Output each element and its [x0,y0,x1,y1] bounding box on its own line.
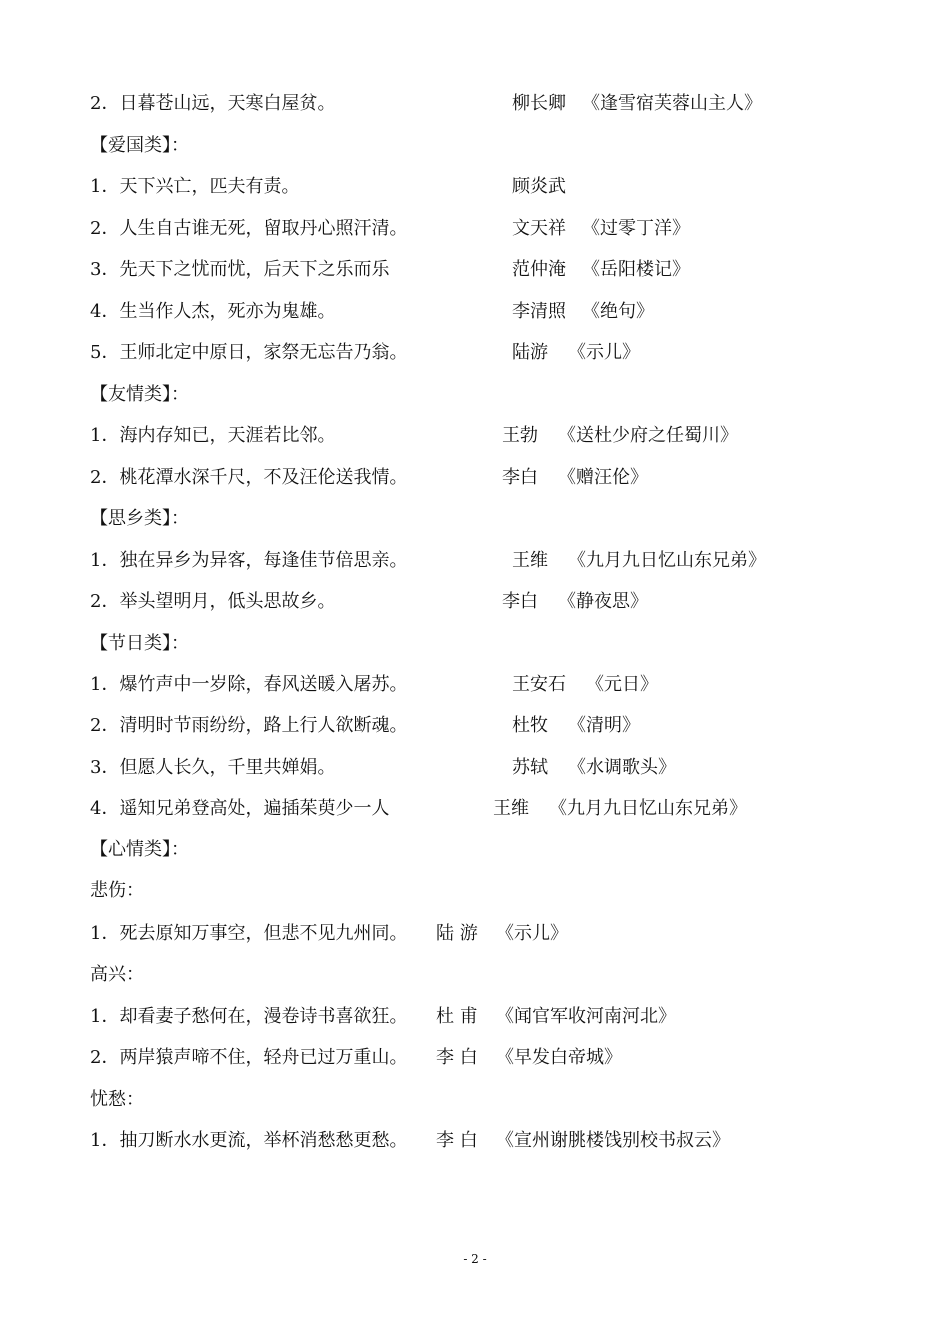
work-title: 《宣州谢朓楼饯别校书叔云》 [496,1130,730,1151]
poet-name: 杜 甫 [436,1006,478,1027]
section-heading-text: 【爱国类】： [90,135,189,156]
poem-line [0,546,950,576]
work-title: 《逢雪宿芙蓉山主人》 [582,93,762,114]
poem-line [0,89,950,119]
poet-name: 顾炎武 [512,176,566,197]
work-title: 《过零丁洋》 [582,218,690,239]
poem-line [0,214,950,244]
work-title: 《示儿》 [496,923,568,944]
verse-text: 2．举头望明月，低头思故乡。 [90,591,336,612]
poem-line [0,1002,950,1032]
poet-name: 王维 [493,798,529,819]
verse-text: 4．生当作人杰，死亦为鬼雄。 [90,301,336,322]
poet-name: 文天祥 [512,218,566,239]
page-number: - 2 - [463,1252,487,1266]
poem-line [0,919,950,949]
poem-line [0,1126,950,1156]
poet-name: 王勃 [502,425,538,446]
work-title: 《岳阳楼记》 [582,259,690,280]
poem-line [0,587,950,617]
poem-line [0,670,950,700]
verse-text: 1．海内存知已，天涯若比邻。 [90,425,336,446]
work-title: 《九月九日忆山东兄弟》 [549,798,747,819]
section-heading-text: 高兴： [90,964,144,985]
work-title: 《赠汪伦》 [558,467,648,488]
work-title: 《元日》 [586,674,658,695]
poem-line [0,463,950,493]
section-heading-text: 忧愁： [90,1089,144,1110]
poem-line [0,794,950,824]
poet-name: 李清照 [512,301,566,322]
section-heading [0,380,950,410]
work-title: 《清明》 [568,715,640,736]
verse-text: 1．却看妻子愁何在，漫卷诗书喜欲狂。 [90,1006,408,1027]
section-heading-text: 【友情类】： [90,384,189,405]
poet-name: 李 白 [436,1130,478,1151]
work-title: 《静夜思》 [558,591,648,612]
section-heading [0,960,950,990]
poet-name: 李白 [502,467,538,488]
section-heading [0,1085,950,1115]
section-heading [0,629,950,659]
poet-name: 王维 [512,550,548,571]
verse-text: 1．死去原知万事空，但悲不见九州同。 [90,923,408,944]
poet-name: 陆游 [512,342,548,363]
poem-line [0,1043,950,1073]
work-title: 《绝句》 [582,301,654,322]
section-heading-text: 悲伤： [90,880,144,901]
poem-line [0,297,950,327]
poem-line [0,711,950,741]
verse-text: 1．天下兴亡，匹夫有责。 [90,176,300,197]
verse-text: 2．日暮苍山远，天寒白屋贫。 [90,93,336,114]
verse-text: 2．两岸猿声啼不住，轻舟已过万重山。 [90,1047,408,1068]
section-heading-text: 【思乡类】： [90,508,189,529]
section-heading [0,504,950,534]
section-heading [0,835,950,865]
verse-text: 1．独在异乡为异客，每逢佳节倍思亲。 [90,550,408,571]
poet-name: 王安石 [512,674,566,695]
section-heading-text: 【心情类】： [90,839,189,860]
poet-name: 李 白 [436,1047,478,1068]
poet-name: 范仲淹 [512,259,566,280]
work-title: 《九月九日忆山东兄弟》 [568,550,766,571]
verse-text: 5．王师北定中原日，家祭无忘告乃翁。 [90,342,408,363]
verse-text: 3．先天下之忧而忧，后天下之乐而乐 [90,259,390,280]
work-title: 《示儿》 [568,342,640,363]
work-title: 《早发白帝城》 [496,1047,622,1068]
verse-text: 2．人生自古谁无死，留取丹心照汗清。 [90,218,408,239]
section-heading-text: 【节日类】： [90,633,189,654]
poem-line [0,172,950,202]
verse-text: 2．桃花潭水深千尺，不及汪伦送我情。 [90,467,408,488]
poem-line [0,338,950,368]
poet-name: 杜牧 [512,715,548,736]
verse-text: 3．但愿人长久，千里共婵娟。 [90,757,336,778]
work-title: 《送杜少府之任蜀川》 [558,425,738,446]
poem-line [0,421,950,451]
poet-name: 苏轼 [512,757,548,778]
verse-text: 1．爆竹声中一岁除，春风送暖入屠苏。 [90,674,408,695]
poet-name: 柳长卿 [512,93,566,114]
verse-text: 4．遥知兄弟登高处，遍插茱萸少一人 [90,798,390,819]
work-title: 《闻官军收河南河北》 [496,1006,676,1027]
work-title: 《水调歌头》 [568,757,676,778]
poet-name: 李白 [502,591,538,612]
verse-text: 2．清明时节雨纷纷，路上行人欲断魂。 [90,715,408,736]
poem-line [0,753,950,783]
verse-text: 1．抽刀断水水更流，举杯消愁愁更愁。 [90,1130,408,1151]
poet-name: 陆 游 [436,923,478,944]
section-heading [0,876,950,906]
section-heading [0,131,950,161]
poem-line [0,255,950,285]
